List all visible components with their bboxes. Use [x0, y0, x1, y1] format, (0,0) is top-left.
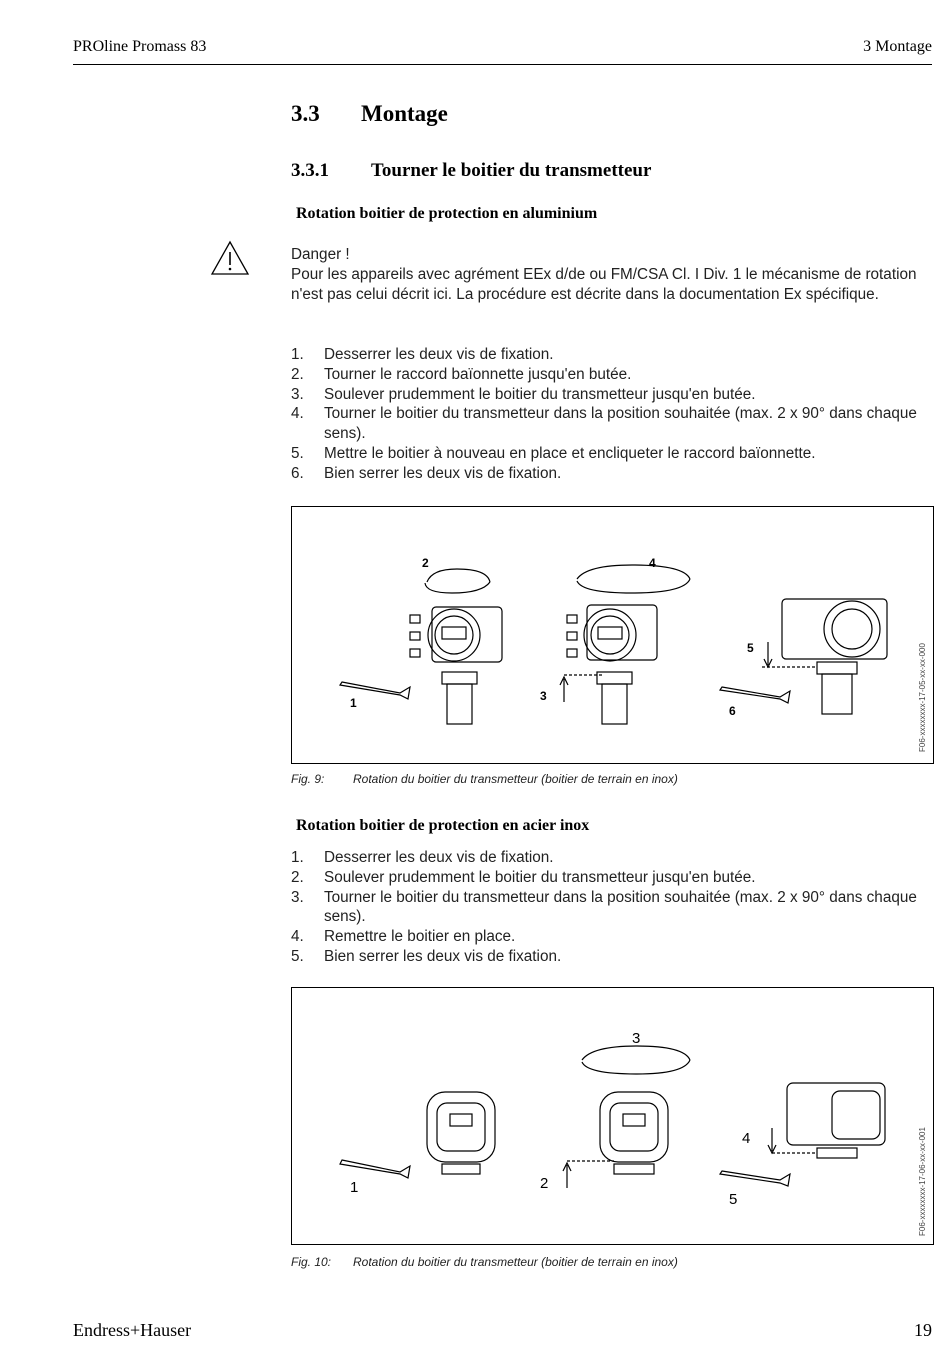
subsection-title: Tourner le boitier du transmetteur	[371, 160, 652, 181]
subsection-number: 3.3.1	[291, 160, 329, 181]
footer-brand: Endress+Hauser	[73, 1320, 192, 1340]
fig9-label-6: 6	[729, 704, 736, 718]
figure-10-illustration	[292, 988, 933, 1244]
inox-steps	[291, 848, 921, 967]
list-item: 2. Soulever prudemment le boitier du transmetteur jusqu'en butée.	[291, 868, 756, 886]
fig9-label-3: 3	[540, 689, 547, 703]
danger-text: Pour les appareils avec agrément EEx d/de ou FM/CSA Cl. I Div. 1 le mécanisme de rotation n'est pas celui décrit ici. La procédure est décrite dans la documentation Ex spécifique.	[291, 266, 917, 303]
fig10-label-5: 5	[729, 1191, 738, 1208]
aluminium-steps	[291, 345, 921, 484]
page-number: 19	[914, 1320, 932, 1340]
running-header-chapter: 3 Montage	[863, 38, 932, 55]
section-title: Montage	[361, 101, 448, 126]
fig10-caption	[291, 1255, 678, 1269]
running-header-title: PROline Promass 83	[73, 38, 207, 55]
fig9-caption-text: Rotation du boitier du transmetteur (boitier de terrain en inox)	[353, 772, 678, 786]
section-heading	[291, 101, 448, 127]
list-item: 5. Mettre le boitier à nouveau en place et encliqueter le raccord baïonnette.	[291, 444, 816, 462]
fig9-label-5: 5	[747, 641, 754, 655]
fig10-caption-text: Rotation du boitier du transmetteur (boitier de terrain en inox)	[353, 1255, 678, 1269]
fig9-label-4: 4	[649, 556, 656, 570]
warning-triangle-icon	[210, 240, 250, 276]
danger-title: Danger !	[291, 246, 350, 263]
fig9-code: F06-xxxxxxxx-17-05-xx-xx-000	[918, 643, 927, 752]
subsection-heading	[291, 160, 651, 182]
fig10-label-1: 1	[350, 1179, 359, 1196]
list-item: 1. Desserrer les deux vis de fixation.	[291, 849, 554, 866]
list-item: 3. Tourner le boitier du transmetteur dans la position souhaitée (max. 2 x 90° dans chaque sens).	[291, 888, 917, 926]
inox-heading: Rotation boitier de protection en acier inox	[296, 817, 590, 834]
list-item: 4. Tourner le boitier du transmetteur dans la position souhaitée (max. 2 x 90° dans chaque sens).	[291, 405, 917, 443]
list-item: 6. Bien serrer les deux vis de fixation.	[291, 464, 562, 482]
list-item: 3. Soulever prudemment le boitier du transmetteur jusqu'en butée.	[291, 385, 756, 403]
fig9-caption	[291, 772, 678, 786]
fig10-label-3: 3	[632, 1030, 641, 1047]
figure-9-illustration	[292, 507, 933, 763]
header-rule	[73, 64, 932, 65]
list-item: 1. Desserrer les deux vis de fixation.	[291, 346, 554, 363]
fig9-label-2: 2	[422, 556, 429, 570]
fig10-caption-label: Fig. 10:	[291, 1255, 332, 1269]
fig10-code: F06-xxxxxxxx-17-06-xx-xx-001	[918, 1127, 927, 1236]
fig9-caption-label: Fig. 9:	[291, 772, 325, 786]
figure-9	[291, 506, 934, 764]
section-number: 3.3	[291, 101, 320, 126]
figure-10	[291, 987, 934, 1245]
aluminium-heading: Rotation boitier de protection en aluminium	[296, 205, 598, 222]
fig9-label-1: 1	[350, 696, 357, 710]
fig10-label-2: 2	[540, 1175, 549, 1192]
list-item: 4. Remettre le boitier en place.	[291, 928, 516, 946]
fig10-label-4: 4	[742, 1130, 751, 1147]
list-item: 5. Bien serrer les deux vis de fixation.	[291, 947, 562, 965]
list-item: 2. Tourner le raccord baïonnette jusqu'en butée.	[291, 365, 632, 383]
